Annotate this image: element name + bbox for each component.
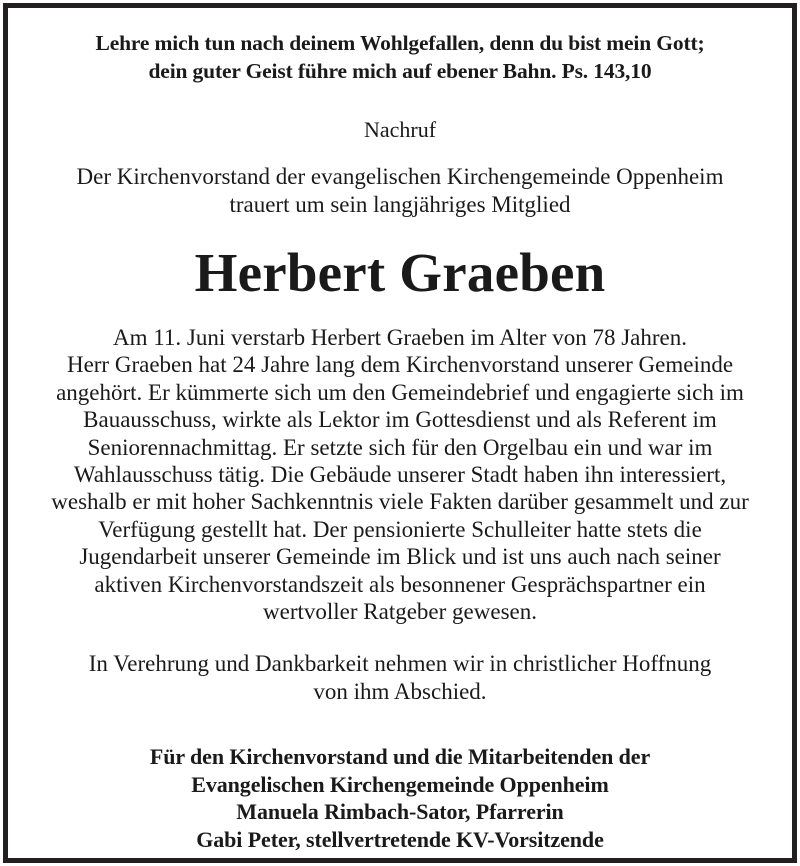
eulogy-text xyxy=(28,324,772,625)
eulogy-line: Verfügung gestellt hat. Der pensionierte Schulleiter hatte stets die xyxy=(98,516,702,542)
deceased-name: Herbert Graeben xyxy=(194,242,606,303)
signature-line: Manuela Rimbach-Sator, Pfarrerin xyxy=(236,799,564,825)
eulogy-line: Herr Graeben hat 24 Jahre lang dem Kirchenvorstand unserer Gemeinde xyxy=(66,352,734,378)
congregation-line: trauert um sein langjähriges Mitglied xyxy=(229,192,571,217)
eulogy-line: Jugendarbeit unserer Gemeinde im Blick und ist uns auch nach seiner xyxy=(79,544,721,570)
signature-block xyxy=(28,743,772,853)
signature-line: Gabi Peter, stellvertretende KV-Vorsitzende xyxy=(196,826,604,852)
eulogy-line: Am 11. Juni verstarb Herbert Graeben im Alter von 78 Jahren. xyxy=(113,325,687,350)
farewell-line: In Verehrung und Dankbarkeit nehmen wir in christlicher Hoffnung xyxy=(88,651,712,677)
farewell-text xyxy=(28,650,772,705)
notice-type-label: Nachruf xyxy=(363,117,437,142)
scripture-line: dein guter Geist führe mich auf ebener Bahn. Ps. 143,10 xyxy=(148,59,652,83)
signature-line: Evangelischen Kirchengemeinde Oppenheim xyxy=(191,771,609,797)
farewell-line: von ihm Abschied. xyxy=(313,678,487,704)
notice-border xyxy=(3,3,797,863)
eulogy-line: angehört. Er kümmerte sich um den Gemeindebrief und engagierte sich im xyxy=(56,379,744,405)
eulogy-line: aktiven Kirchenvorstandszeit als besonnener Gesprächspartner ein xyxy=(94,571,706,597)
scripture-quote xyxy=(28,29,772,85)
eulogy-line: Bauausschuss, wirkte als Lektor im Gottesdienst und als Referent im xyxy=(83,407,717,433)
signature-line: Für den Kirchenvorstand und die Mitarbeitenden der xyxy=(149,744,651,770)
eulogy-line: weshalb er mit hoher Sachkenntnis viele Fakten darüber gesammelt und zur xyxy=(51,489,749,515)
eulogy-line: Seniorennachmittag. Er setzte sich für den Orgelbau ein und war im xyxy=(87,434,713,460)
congregation-line: Der Kirchenvorstand der evangelischen Kirchengemeinde Oppenheim xyxy=(76,164,724,189)
eulogy-line: wertvoller Ratgeber gewesen. xyxy=(263,599,537,625)
scripture-line: Lehre mich tun nach deinem Wohlgefallen, denn du bist mein Gott; xyxy=(95,31,705,55)
congregation-statement xyxy=(28,163,772,219)
eulogy-line: Wahlausschuss tätig. Die Gebäude unserer Stadt haben ihn interessiert, xyxy=(73,462,727,488)
